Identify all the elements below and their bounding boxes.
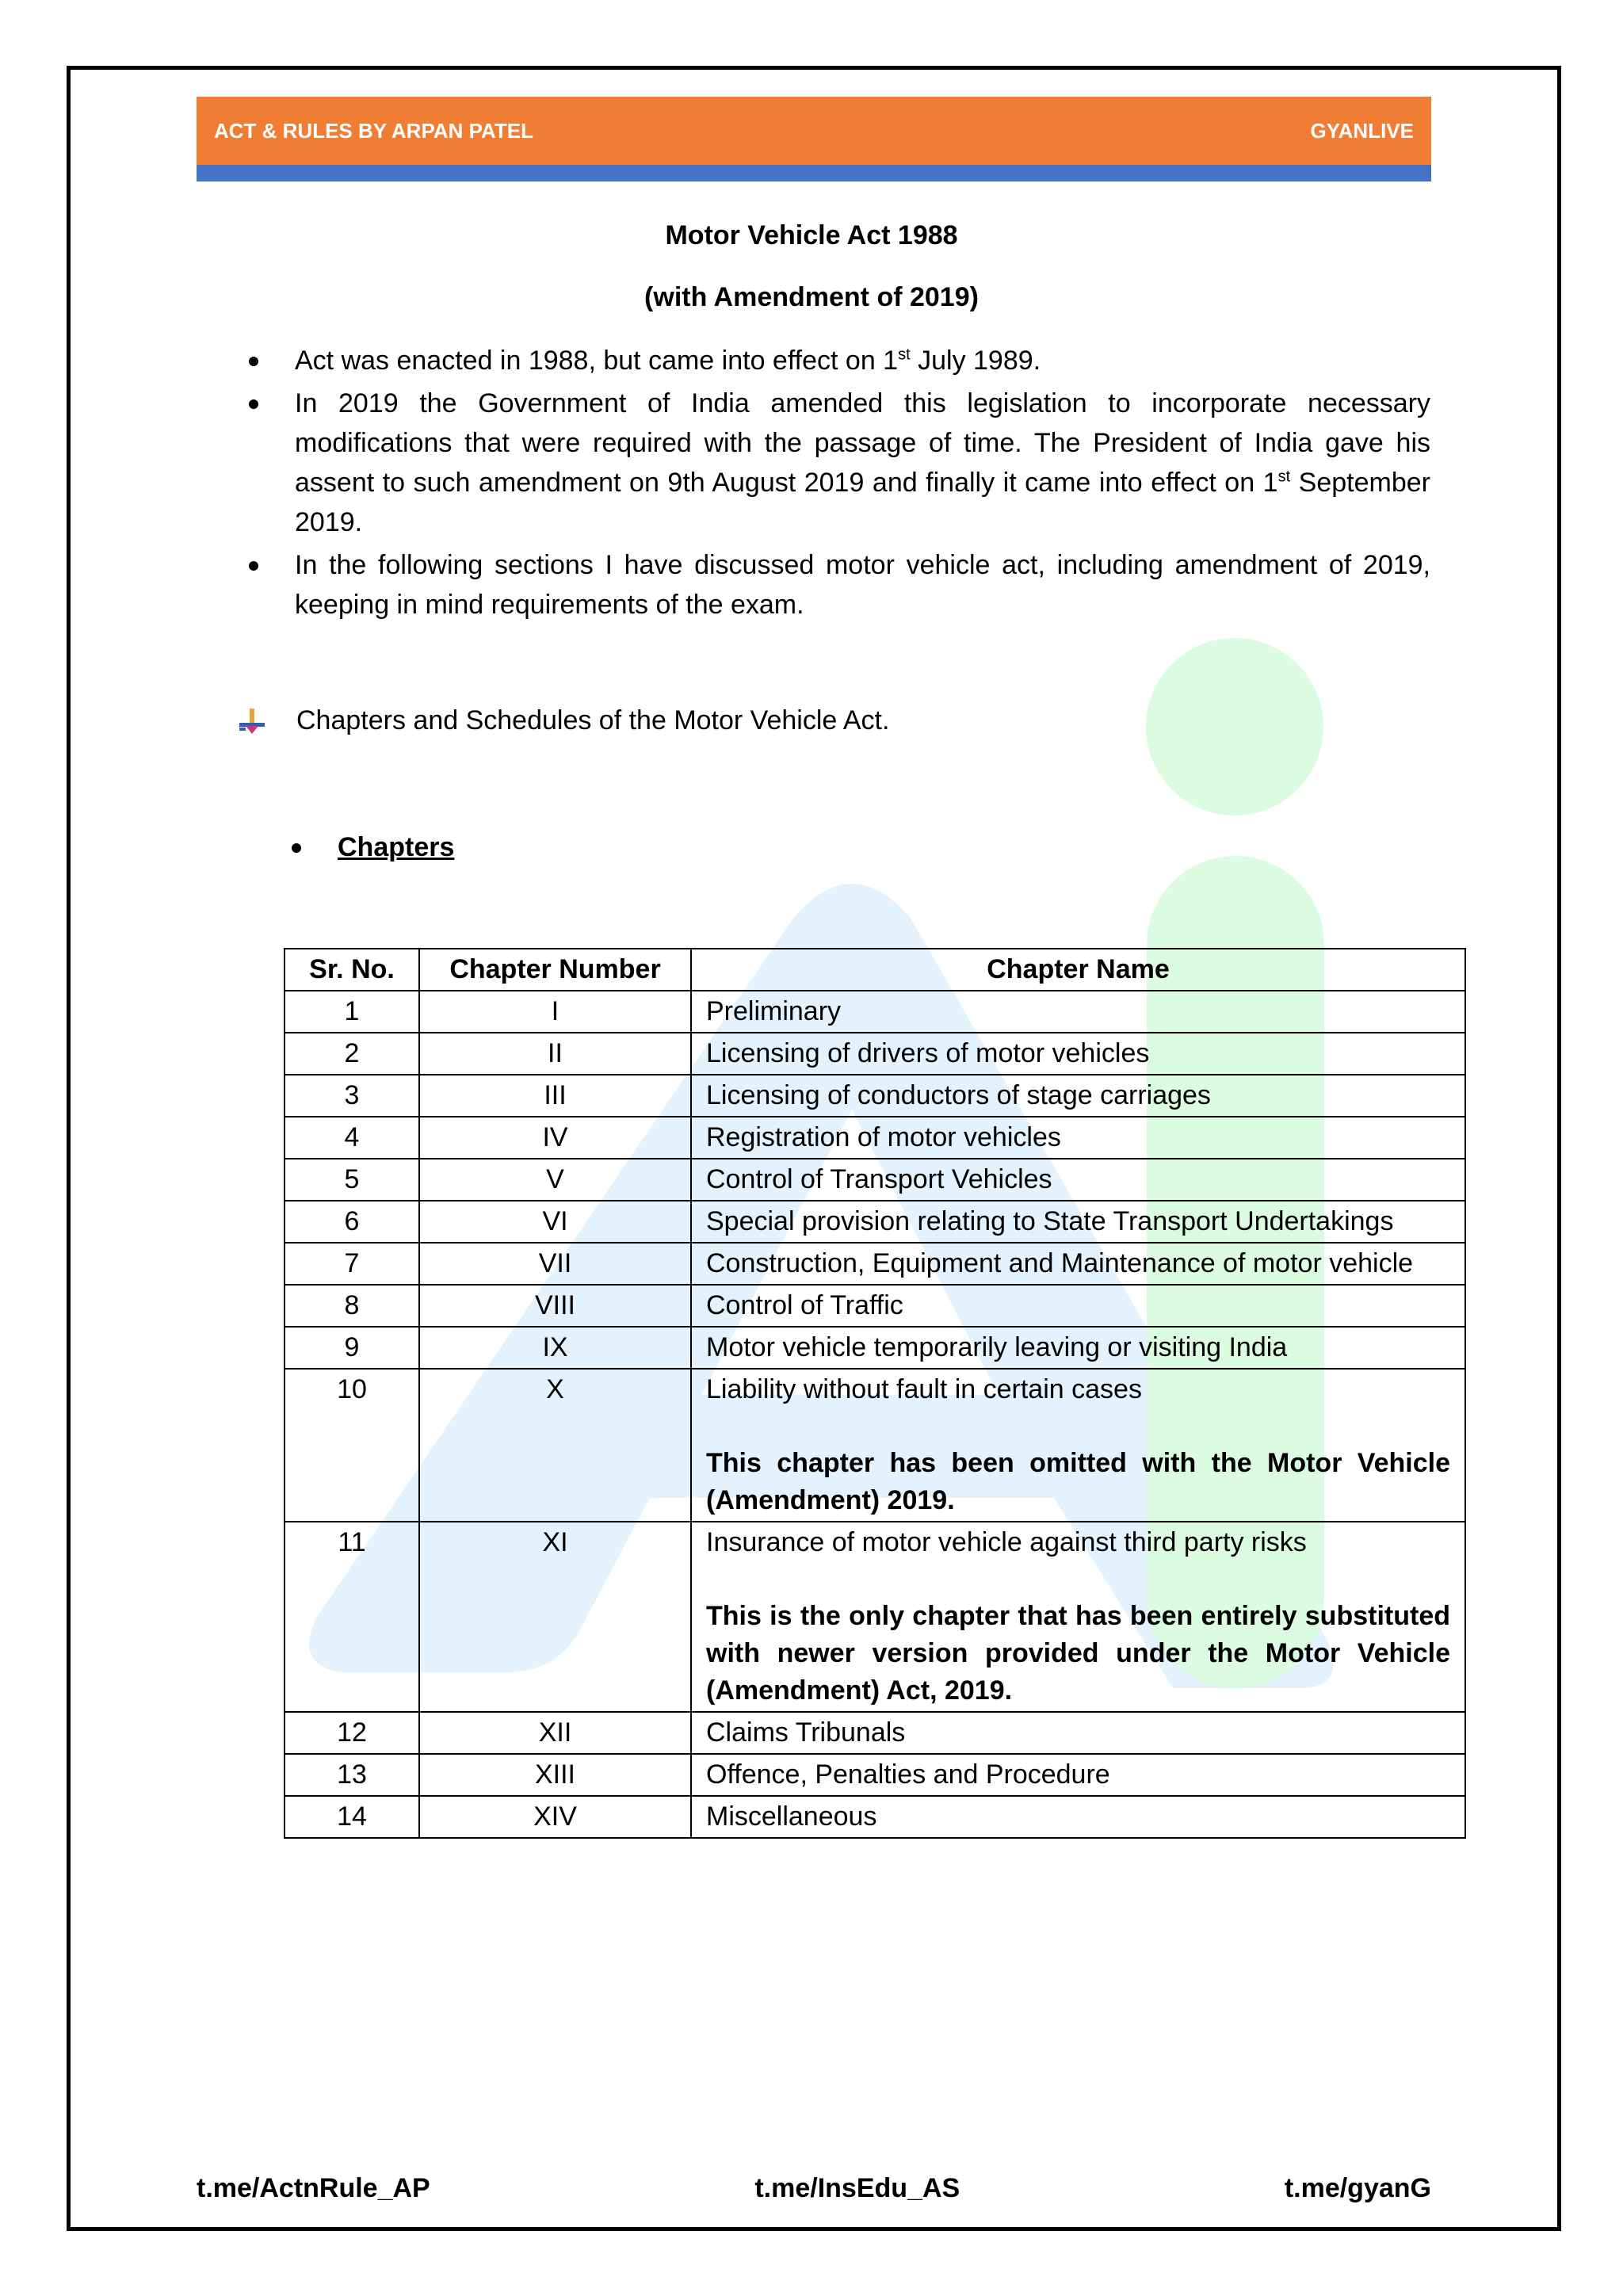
- chapter-name-text: Claims Tribunals: [706, 1717, 906, 1748]
- chapters-heading-text: Chapters: [338, 832, 455, 862]
- cell-sr-no: 9: [285, 1327, 419, 1369]
- table-row: [285, 1117, 1465, 1159]
- bullet-icon: [292, 843, 301, 853]
- chapter-name-text: Liability without fault in certain cases: [706, 1374, 1142, 1404]
- table-row: [285, 1327, 1465, 1369]
- table-row: [285, 1369, 1465, 1522]
- cell-sr-no: 13: [285, 1754, 419, 1796]
- cell-sr-no: 3: [285, 1075, 419, 1117]
- cell-sr-no: 5: [285, 1159, 419, 1201]
- header-sr-no: Sr. No.: [285, 949, 419, 991]
- header-chapter-name: Chapter Name: [691, 949, 1465, 991]
- section-heading: [238, 705, 889, 736]
- table-row: [285, 1796, 1465, 1838]
- cell-chapter-number: I: [419, 991, 691, 1033]
- table-body: [285, 991, 1465, 1838]
- bullet-text: Act was enacted in 1988, but came into effect on 1: [295, 346, 899, 376]
- cell-sr-no: 12: [285, 1712, 419, 1754]
- bullet-text: September 2019.: [295, 468, 1430, 537]
- document-title: Motor Vehicle Act 1988: [665, 220, 958, 250]
- superscript: st: [898, 346, 911, 364]
- cell-chapter-number: III: [419, 1075, 691, 1117]
- cell-chapter-name: [691, 991, 1465, 1033]
- table-row: [285, 1712, 1465, 1754]
- chapter-name-text: Miscellaneous: [706, 1801, 877, 1832]
- cell-sr-no: 11: [285, 1522, 419, 1712]
- bullet-text: In the following sections I have discussed motor vehicle act, including amendment of 2019, keeping in mind requirements of the exam.: [295, 550, 1430, 620]
- bullet-icon: [249, 561, 258, 571]
- cell-chapter-name: [691, 1243, 1465, 1285]
- cell-chapter-number: VI: [419, 1201, 691, 1243]
- table-header-row: [285, 949, 1465, 991]
- cell-sr-no: 6: [285, 1201, 419, 1243]
- footer-center-link[interactable]: t.me/InsEdu_AS: [754, 2173, 960, 2203]
- chapters-table: [284, 948, 1466, 1839]
- page-footer: [197, 2173, 1431, 2204]
- chapter-name-text: Registration of motor vehicles: [706, 1122, 1061, 1152]
- chapter-name-text: Licensing of drivers of motor vehicles: [706, 1038, 1150, 1068]
- cell-chapter-name: [691, 1075, 1465, 1117]
- table-row: [285, 1159, 1465, 1201]
- chapter-name-text: Control of Traffic: [706, 1290, 903, 1320]
- chapter-name-text: Motor vehicle temporarily leaving or visiting India: [706, 1332, 1288, 1362]
- table-row: [285, 1285, 1465, 1327]
- cell-chapter-name: [691, 1796, 1465, 1838]
- cell-chapter-number: XIII: [419, 1754, 691, 1796]
- cell-chapter-number: V: [419, 1159, 691, 1201]
- cell-sr-no: 7: [285, 1243, 419, 1285]
- table-row: [285, 1243, 1465, 1285]
- section-heading-text: Chapters and Schedules of the Motor Vehicle Act.: [296, 705, 890, 735]
- chapters-heading: [292, 832, 454, 863]
- chapter-name-text: Licensing of conductors of stage carriages: [706, 1080, 1211, 1110]
- cell-chapter-number: VII: [419, 1243, 691, 1285]
- chapter-name-text: Offence, Penalties and Procedure: [706, 1759, 1110, 1790]
- cell-chapter-number: II: [419, 1033, 691, 1075]
- header-underline: [197, 165, 1431, 181]
- cell-chapter-number: X: [419, 1369, 691, 1522]
- table-row: [285, 1201, 1465, 1243]
- bullet-text: July 1989.: [910, 346, 1041, 376]
- table-row: [285, 1033, 1465, 1075]
- cell-chapter-name: [691, 1369, 1465, 1522]
- cell-sr-no: 1: [285, 991, 419, 1033]
- chapter-note: This chapter has been omitted with the Motor Vehicle (Amendment) 2019.: [706, 1448, 1450, 1515]
- cell-chapter-number: XI: [419, 1522, 691, 1712]
- header-right-text: GYANLIVE: [1310, 118, 1414, 143]
- table-row: [285, 1522, 1465, 1712]
- intro-bullets: [238, 341, 1430, 628]
- cell-chapter-name: [691, 1159, 1465, 1201]
- bullet-item: [238, 545, 1430, 625]
- chapter-name-text: Insurance of motor vehicle against third party risks: [706, 1527, 1307, 1557]
- header-bar: [197, 97, 1431, 165]
- cell-chapter-name: [691, 1033, 1465, 1075]
- cell-chapter-name: [691, 1327, 1465, 1369]
- cell-chapter-name: [691, 1201, 1465, 1243]
- bullet-text: In 2019 the Government of India amended this legislation to incorporate necessary modifications that were required with the passage of time. The President of India gave his assent to such amendment on 9th August 2019 and finally it came into effect on 1: [295, 388, 1430, 498]
- table-row: [285, 1075, 1465, 1117]
- header-left-text: ACT & RULES BY ARPAN PATEL: [214, 118, 534, 143]
- bullet-item: [238, 341, 1430, 380]
- header-chapter-number: Chapter Number: [419, 949, 691, 991]
- cell-sr-no: 2: [285, 1033, 419, 1075]
- cell-chapter-number: XII: [419, 1712, 691, 1754]
- cell-chapter-name: [691, 1522, 1465, 1712]
- chapter-name-text: Control of Transport Vehicles: [706, 1164, 1052, 1194]
- cell-chapter-number: XIV: [419, 1796, 691, 1838]
- chapter-name-text: Construction, Equipment and Maintenance of motor vehicle: [706, 1248, 1414, 1278]
- cell-sr-no: 4: [285, 1117, 419, 1159]
- cell-sr-no: 10: [285, 1369, 419, 1522]
- table-row: [285, 991, 1465, 1033]
- bullet-icon: [249, 357, 258, 366]
- cell-sr-no: 14: [285, 1796, 419, 1838]
- page-header: [197, 97, 1431, 181]
- arrow-bullet-icon: [238, 707, 266, 735]
- table-row: [285, 1754, 1465, 1796]
- document-subtitle: (with Amendment of 2019): [644, 282, 979, 312]
- cell-chapter-name: [691, 1285, 1465, 1327]
- cell-sr-no: 8: [285, 1285, 419, 1327]
- superscript: st: [1277, 468, 1291, 486]
- footer-left-link[interactable]: t.me/ActnRule_AP: [197, 2173, 430, 2203]
- cell-chapter-name: [691, 1712, 1465, 1754]
- cell-chapter-name: [691, 1754, 1465, 1796]
- cell-chapter-name: [691, 1117, 1465, 1159]
- bullet-icon: [249, 399, 258, 409]
- footer-right-link[interactable]: t.me/gyanG: [1284, 2173, 1431, 2203]
- chapter-name-text: Special provision relating to State Transport Undertakings: [706, 1206, 1394, 1236]
- chapter-note: This is the only chapter that has been entirely substituted with newer version provided under the Motor Vehicle (Amendment) Act, 2019.: [706, 1601, 1450, 1706]
- bullet-item: [238, 384, 1430, 542]
- cell-chapter-number: VIII: [419, 1285, 691, 1327]
- cell-chapter-number: IX: [419, 1327, 691, 1369]
- chapter-name-text: Preliminary: [706, 996, 842, 1026]
- cell-chapter-number: IV: [419, 1117, 691, 1159]
